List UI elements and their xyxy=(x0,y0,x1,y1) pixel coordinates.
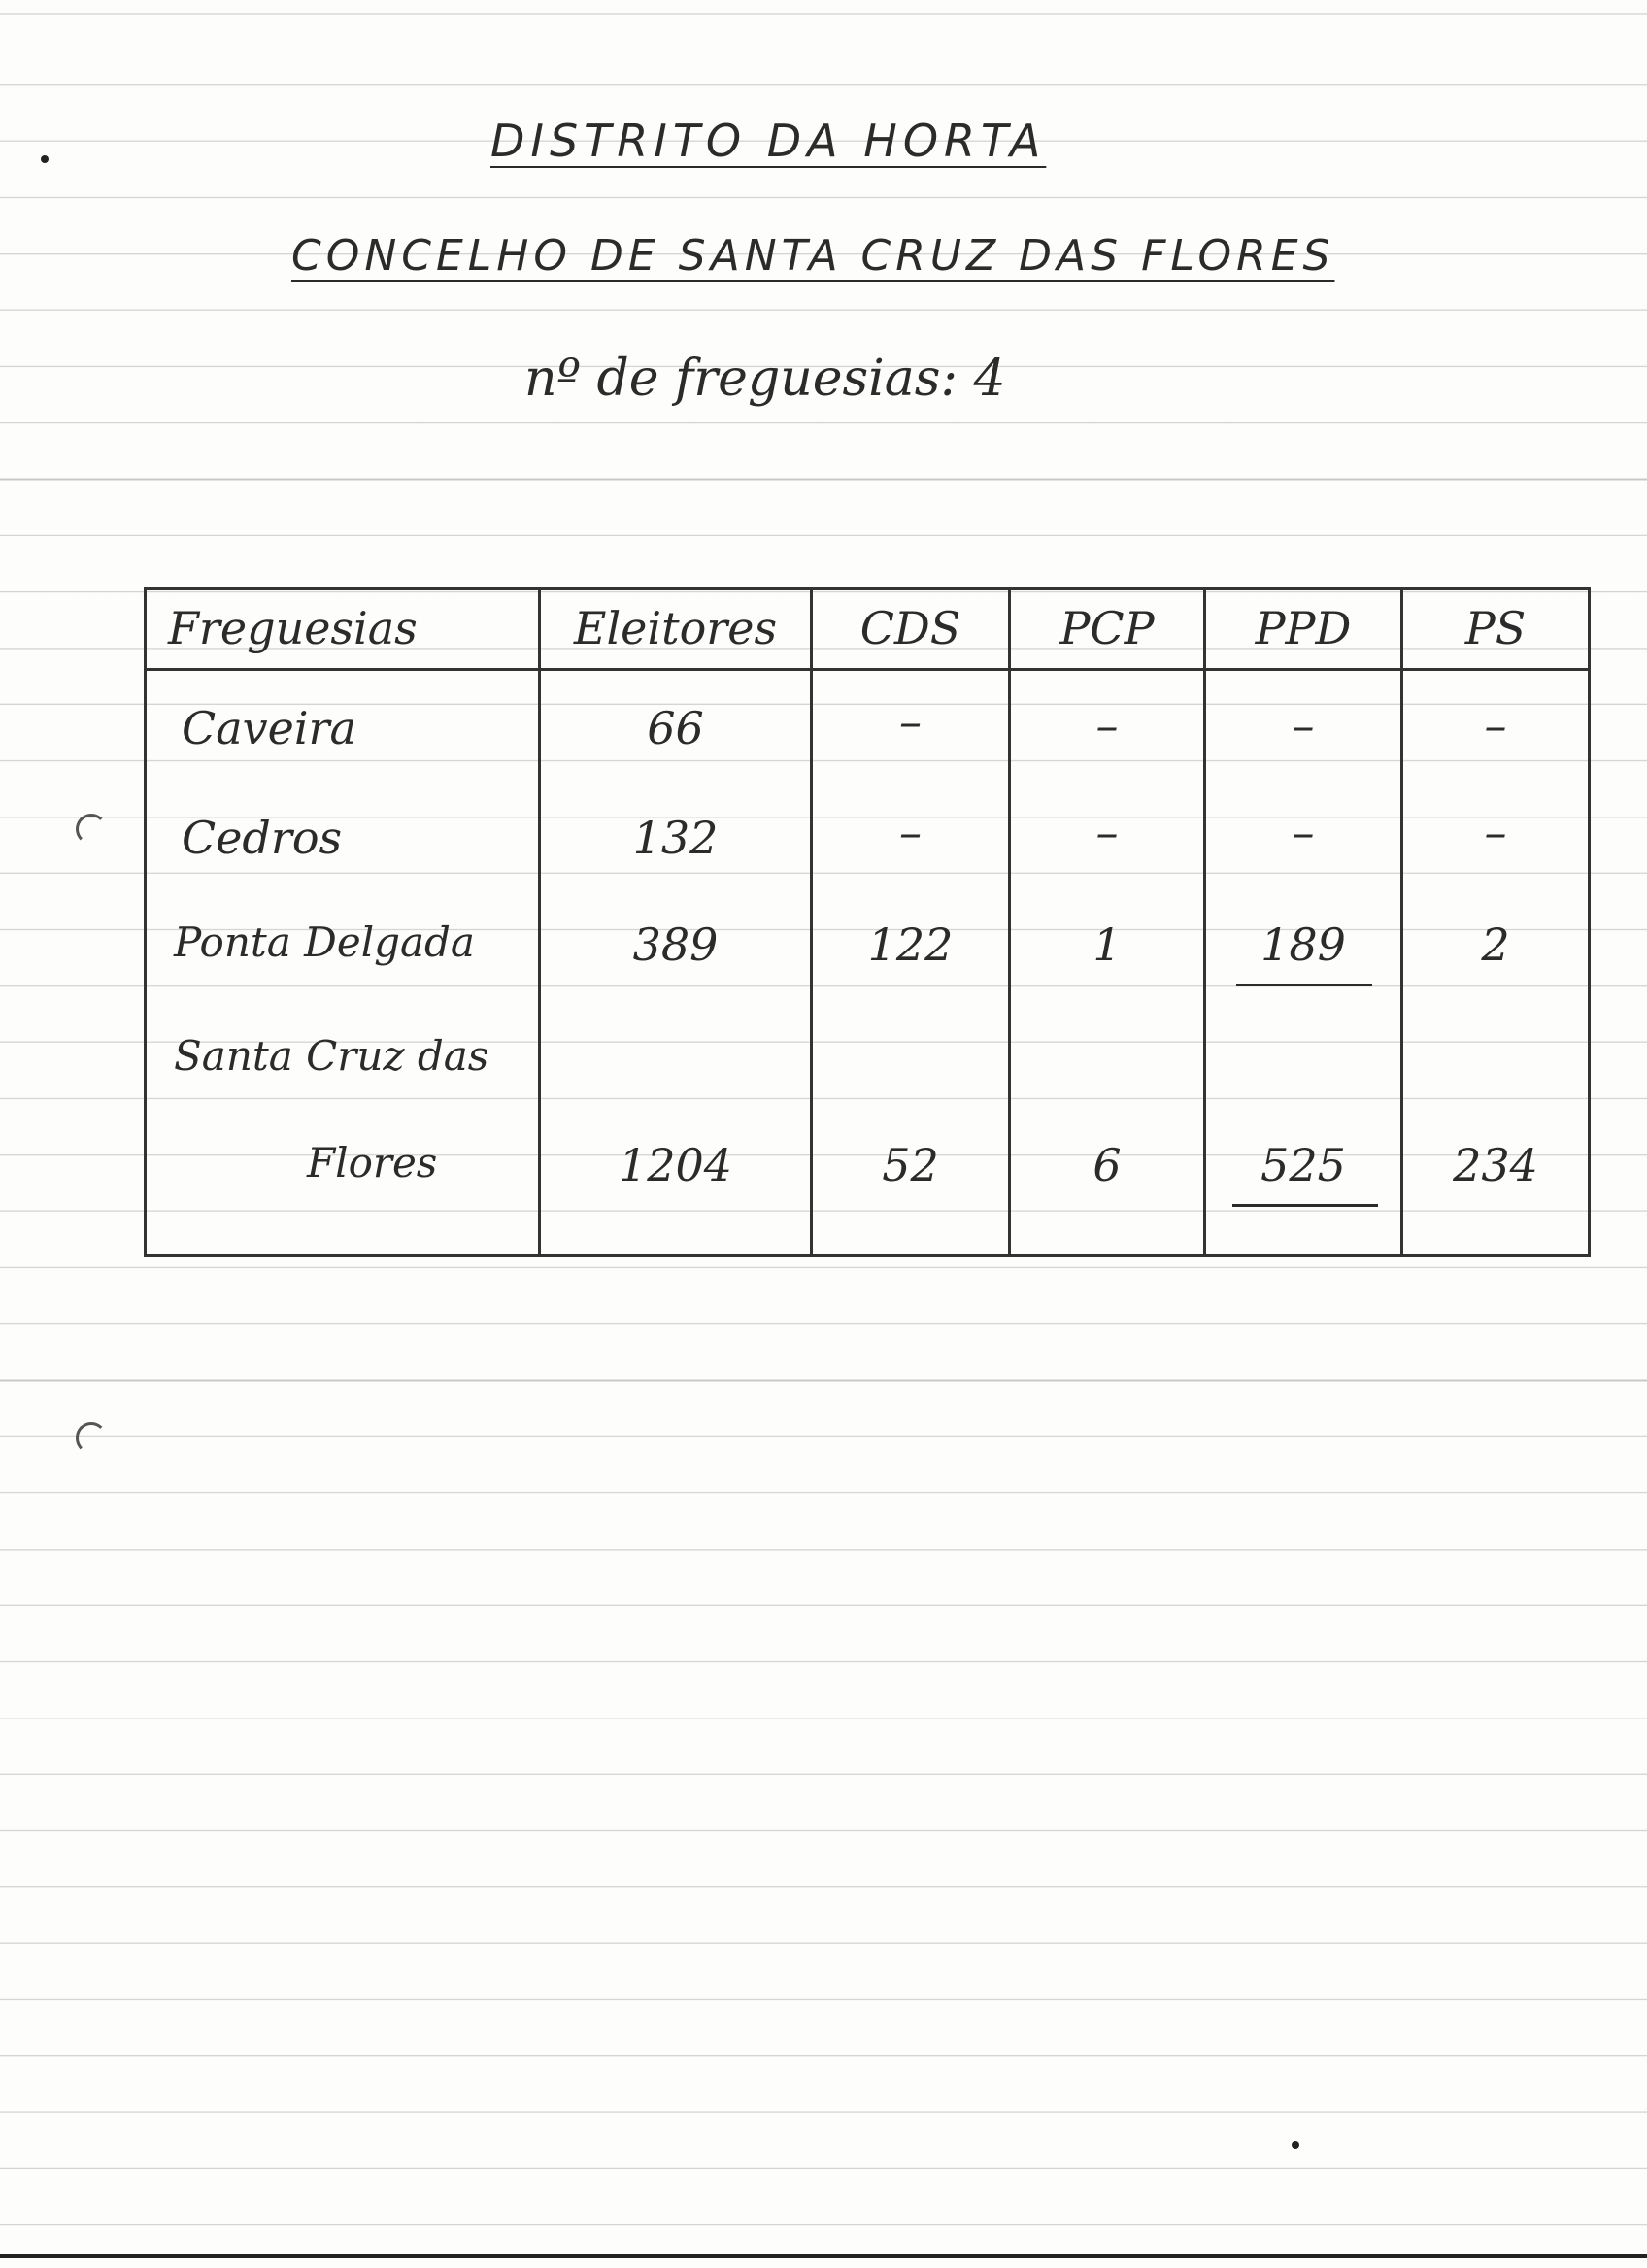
row-eleitores: 1204 xyxy=(618,1139,733,1191)
row-cds: – xyxy=(899,806,922,858)
row-ps: 234 xyxy=(1453,1139,1538,1191)
header-cds: CDS xyxy=(859,602,961,654)
district-title: DISTRITO DA HORTA xyxy=(490,115,1047,167)
row-freguesia: Cedros xyxy=(182,812,343,864)
ppd-underline xyxy=(1236,984,1372,986)
concelho-title: CONCELHO DE SANTA CRUZ DAS FLORES xyxy=(291,231,1335,281)
row-cds: 52 xyxy=(882,1139,939,1191)
row-ppd: 525 xyxy=(1260,1139,1346,1191)
header-ps: PS xyxy=(1464,602,1527,654)
row-freguesia-cont: Flores xyxy=(307,1139,438,1186)
row-freguesia: Santa Cruz das xyxy=(174,1032,489,1080)
ink-dot xyxy=(41,155,49,163)
header-freguesias: Freguesias xyxy=(168,602,418,654)
row-pcp: – xyxy=(1095,699,1119,751)
row-eleitores: 132 xyxy=(632,812,719,864)
row-ps: – xyxy=(1484,699,1507,751)
row-pcp: 1 xyxy=(1092,918,1122,971)
page-bottom-edge xyxy=(0,2254,1647,2258)
header-eleitores: Eleitores xyxy=(573,602,778,654)
punch-hole-top xyxy=(76,814,107,845)
row-eleitores: 389 xyxy=(632,918,719,971)
row-freguesia: Caveira xyxy=(182,702,356,754)
row-pcp: 6 xyxy=(1092,1139,1122,1191)
ppd-underline xyxy=(1232,1204,1378,1207)
row-ppd: 189 xyxy=(1260,918,1346,971)
freguesias-count: nº de freguesias: 4 xyxy=(524,350,1006,408)
punch-hole-bottom xyxy=(76,1422,107,1453)
row-eleitores: 66 xyxy=(647,702,704,754)
row-ps: 2 xyxy=(1481,918,1510,971)
row-ppd: – xyxy=(1292,806,1315,858)
header-pcp: PCP xyxy=(1059,602,1155,654)
results-table xyxy=(144,587,1591,1257)
row-ppd: – xyxy=(1292,699,1315,751)
header-separator xyxy=(147,668,1588,671)
row-pcp: – xyxy=(1095,806,1119,858)
ink-dot xyxy=(1292,2141,1299,2149)
row-ps: – xyxy=(1484,806,1507,858)
row-cds: – xyxy=(899,695,922,748)
row-freguesia: Ponta Delgada xyxy=(174,918,475,966)
row-cds: 122 xyxy=(867,918,954,971)
header-ppd: PPD xyxy=(1255,602,1352,654)
